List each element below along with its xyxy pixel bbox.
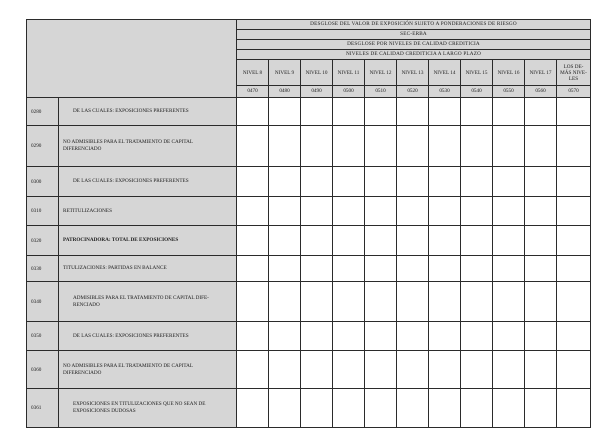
column-header-level: NIVEL 15 [461, 60, 493, 86]
data-entry-cell[interactable] [301, 167, 333, 197]
data-entry-cell[interactable] [333, 389, 365, 428]
data-entry-cell[interactable] [557, 256, 591, 282]
column-code: 0530 [429, 86, 461, 98]
data-entry-cell[interactable] [525, 322, 557, 351]
data-entry-cell[interactable] [525, 389, 557, 428]
data-entry-cell[interactable] [237, 126, 269, 167]
row-label: EXPOSICIONES EN TITULIZACIONES QUE NO SEAN DE EXPOSICIONES DUDOSAS [59, 389, 237, 428]
data-entry-cell[interactable] [525, 226, 557, 256]
data-entry-cell[interactable] [333, 197, 365, 226]
data-entry-cell[interactable] [493, 98, 525, 126]
data-entry-cell[interactable] [333, 167, 365, 197]
row-label: PATROCINADORA: TOTAL DE EXPOSICIONES [59, 226, 237, 256]
data-entry-cell[interactable] [269, 226, 301, 256]
data-entry-cell[interactable] [301, 282, 333, 322]
column-header-level: NIVEL 17 [525, 60, 557, 86]
data-entry-cell[interactable] [461, 126, 493, 167]
data-entry-cell[interactable] [301, 256, 333, 282]
data-entry-cell[interactable] [557, 197, 591, 226]
data-entry-cell[interactable] [365, 197, 397, 226]
column-code: 0470 [237, 86, 269, 98]
table-row [27, 226, 591, 256]
data-entry-cell[interactable] [493, 389, 525, 428]
table-row [27, 256, 591, 282]
row-code: 0360 [27, 351, 59, 389]
data-entry-cell[interactable] [461, 322, 493, 351]
data-entry-cell[interactable] [365, 282, 397, 322]
data-entry-cell[interactable] [429, 197, 461, 226]
data-entry-cell[interactable] [269, 322, 301, 351]
data-entry-cell[interactable] [461, 226, 493, 256]
data-entry-cell[interactable] [301, 126, 333, 167]
report-table [26, 19, 591, 428]
row-label: TITULIZACIONES: PARTIDAS EN BALANCE [59, 256, 237, 282]
data-entry-cell[interactable] [237, 282, 269, 322]
data-entry-cell[interactable] [397, 226, 429, 256]
table-row [27, 167, 591, 197]
data-entry-cell[interactable] [525, 98, 557, 126]
table-row [27, 197, 591, 226]
data-entry-cell[interactable] [461, 167, 493, 197]
data-entry-cell[interactable] [493, 351, 525, 389]
data-entry-cell[interactable] [365, 351, 397, 389]
row-code: 0310 [27, 197, 59, 226]
data-entry-cell[interactable] [237, 197, 269, 226]
corner-header-cell [27, 20, 237, 98]
column-header-level: NIVEL 12 [365, 60, 397, 86]
data-entry-cell[interactable] [333, 256, 365, 282]
table-title: DESGLOSE DEL VALOR DE EXPOSICIÓN SUJETO A PONDERACIONES DE RIESGO [237, 20, 591, 30]
table-row [27, 98, 591, 126]
row-code: 0290 [27, 126, 59, 167]
data-entry-cell[interactable] [557, 389, 591, 428]
data-entry-cell[interactable] [493, 226, 525, 256]
data-entry-cell[interactable] [429, 389, 461, 428]
data-entry-cell[interactable] [269, 351, 301, 389]
data-entry-cell[interactable] [237, 226, 269, 256]
data-entry-cell[interactable] [333, 351, 365, 389]
row-label: DE LAS CUALES: EXPOSICIONES PREFERENTES [59, 322, 237, 351]
data-entry-cell[interactable] [237, 351, 269, 389]
row-label: DE LAS CUALES: EXPOSICIONES PREFERENTES [59, 98, 237, 126]
data-entry-cell[interactable] [557, 226, 591, 256]
column-header-level: NIVEL 8 [237, 60, 269, 86]
data-entry-cell[interactable] [333, 282, 365, 322]
data-entry-cell[interactable] [429, 322, 461, 351]
data-entry-cell[interactable] [365, 389, 397, 428]
data-entry-cell[interactable] [301, 322, 333, 351]
column-code: 0540 [461, 86, 493, 98]
data-entry-cell[interactable] [301, 351, 333, 389]
table-row [27, 389, 591, 428]
data-entry-cell[interactable] [493, 167, 525, 197]
table-row [27, 282, 591, 322]
data-entry-cell[interactable] [333, 126, 365, 167]
column-code: 0520 [397, 86, 429, 98]
column-code: 0550 [493, 86, 525, 98]
data-entry-cell[interactable] [429, 98, 461, 126]
data-entry-cell[interactable] [429, 167, 461, 197]
data-entry-cell[interactable] [397, 351, 429, 389]
data-entry-cell[interactable] [397, 282, 429, 322]
data-entry-cell[interactable] [397, 126, 429, 167]
data-entry-cell[interactable] [237, 256, 269, 282]
column-header-level: LOS DE- MÁS NIVE- LES [557, 60, 591, 86]
column-code: 0570 [557, 86, 591, 98]
row-code: 0300 [27, 167, 59, 197]
data-entry-cell[interactable] [525, 256, 557, 282]
column-header-level: NIVEL 10 [301, 60, 333, 86]
data-entry-cell[interactable] [557, 322, 591, 351]
data-entry-cell[interactable] [525, 351, 557, 389]
data-entry-cell[interactable] [365, 126, 397, 167]
data-entry-cell[interactable] [461, 282, 493, 322]
data-entry-cell[interactable] [269, 197, 301, 226]
data-entry-cell[interactable] [269, 256, 301, 282]
data-entry-cell[interactable] [333, 98, 365, 126]
data-entry-cell[interactable] [301, 226, 333, 256]
data-entry-cell[interactable] [333, 322, 365, 351]
data-entry-cell[interactable] [493, 282, 525, 322]
data-entry-cell[interactable] [365, 98, 397, 126]
row-label: NO ADMISIBLES PARA EL TRATAMIENTO DE CAPITAL DIFERENCIADO [59, 126, 237, 167]
levels-header: NIVELES DE CALIDAD CREDITICIA A LARGO PLAZO [237, 50, 591, 60]
data-entry-cell[interactable] [397, 256, 429, 282]
data-entry-cell[interactable] [237, 167, 269, 197]
data-entry-cell[interactable] [301, 389, 333, 428]
data-entry-cell[interactable] [237, 389, 269, 428]
data-entry-cell[interactable] [397, 197, 429, 226]
data-entry-cell[interactable] [461, 351, 493, 389]
row-label: NO ADMISIBLES PARA EL TRATAMIENTO DE CAPITAL DIFERENCIADO [59, 351, 237, 389]
data-entry-cell[interactable] [525, 197, 557, 226]
data-entry-cell[interactable] [493, 126, 525, 167]
data-entry-cell[interactable] [269, 126, 301, 167]
data-entry-cell[interactable] [237, 98, 269, 126]
data-entry-cell[interactable] [365, 167, 397, 197]
data-entry-cell[interactable] [397, 98, 429, 126]
data-entry-cell[interactable] [237, 322, 269, 351]
column-header-level: NIVEL 13 [397, 60, 429, 86]
data-entry-cell[interactable] [461, 256, 493, 282]
table-row [27, 351, 591, 389]
column-code: 0560 [525, 86, 557, 98]
table-subtitle: SEC-ERBA [237, 30, 591, 40]
table-row [27, 322, 591, 351]
data-entry-cell[interactable] [461, 389, 493, 428]
data-entry-cell[interactable] [269, 282, 301, 322]
data-entry-cell[interactable] [397, 167, 429, 197]
data-entry-cell[interactable] [269, 98, 301, 126]
data-entry-cell[interactable] [429, 351, 461, 389]
data-entry-cell[interactable] [525, 126, 557, 167]
column-code: 0510 [365, 86, 397, 98]
column-header-level: NIVEL 11 [333, 60, 365, 86]
data-entry-cell[interactable] [557, 98, 591, 126]
data-entry-cell[interactable] [269, 167, 301, 197]
data-entry-cell[interactable] [301, 98, 333, 126]
row-code: 0340 [27, 282, 59, 322]
data-entry-cell[interactable] [557, 126, 591, 167]
row-label: DE LAS CUALES: EXPOSICIONES PREFERENTES [59, 167, 237, 197]
column-header-level: NIVEL 16 [493, 60, 525, 86]
row-label: ADMISIBLES PARA EL TRATAMIENTO DE CAPITAL DIFE- RENCIADO [59, 282, 237, 322]
data-entry-cell[interactable] [461, 197, 493, 226]
column-header-level: NIVEL 9 [269, 60, 301, 86]
data-entry-cell[interactable] [333, 226, 365, 256]
data-entry-cell[interactable] [365, 256, 397, 282]
row-code: 0320 [27, 226, 59, 256]
row-code: 0330 [27, 256, 59, 282]
column-code: 0490 [301, 86, 333, 98]
data-entry-cell[interactable] [365, 226, 397, 256]
row-code: 0361 [27, 389, 59, 428]
data-entry-cell[interactable] [365, 322, 397, 351]
column-code: 0480 [269, 86, 301, 98]
data-entry-cell[interactable] [493, 256, 525, 282]
data-entry-cell[interactable] [269, 389, 301, 428]
data-entry-cell[interactable] [429, 126, 461, 167]
row-label: RETITULIZACIONES [59, 197, 237, 226]
data-entry-cell[interactable] [461, 98, 493, 126]
data-entry-cell[interactable] [525, 282, 557, 322]
data-entry-cell[interactable] [397, 322, 429, 351]
table-row [27, 126, 591, 167]
data-entry-cell[interactable] [301, 197, 333, 226]
row-code: 0350 [27, 322, 59, 351]
column-header-level: NIVEL 14 [429, 60, 461, 86]
data-entry-cell[interactable] [493, 322, 525, 351]
row-code: 0280 [27, 98, 59, 126]
data-entry-cell[interactable] [429, 256, 461, 282]
column-code: 0500 [333, 86, 365, 98]
data-entry-cell[interactable] [557, 351, 591, 389]
data-entry-cell[interactable] [429, 282, 461, 322]
data-entry-cell[interactable] [525, 167, 557, 197]
data-entry-cell[interactable] [429, 226, 461, 256]
data-entry-cell[interactable] [397, 389, 429, 428]
data-entry-cell[interactable] [493, 197, 525, 226]
data-entry-cell[interactable] [557, 282, 591, 322]
breakdown-header: DESGLOSE POR NIVELES DE CALIDAD CREDITICIA [237, 40, 591, 50]
data-entry-cell[interactable] [557, 167, 591, 197]
